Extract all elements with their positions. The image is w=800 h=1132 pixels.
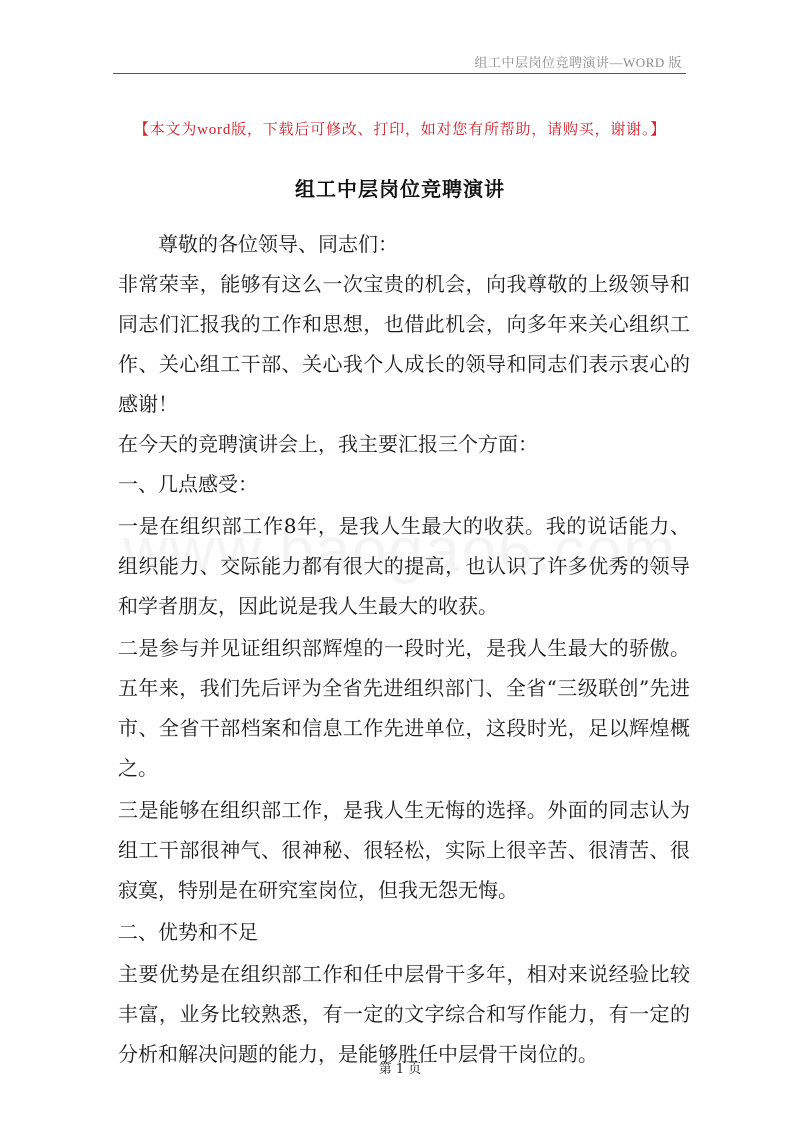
- header-divider: [113, 73, 686, 74]
- section-heading: 二、优势和不足: [118, 920, 258, 944]
- paragraph: 在今天的竞聘演讲会上，我主要汇报三个方面：: [118, 432, 538, 456]
- page-number: 第 1 页: [378, 1062, 422, 1077]
- paragraph: 非常荣幸，能够有这么一次宝贵的机会，向我尊敬的上级领导和同志们汇报我的工作和思想，也借此机会，向多年来关心组织工作、关心组工干部、关心我个人成长的领导和同志们表示衷心的感谢！: [118, 272, 690, 416]
- paragraph: 一是在组织部工作8年，是我人生最大的收获。我的说话能力、组织能力、交际能力都有很大的提高，也认识了许多优秀的领导和学者朋友，因此说是我人生最大的收获。: [118, 514, 690, 618]
- document-title: 组工中层岗位竞聘演讲: [295, 177, 505, 201]
- paragraph: 主要优势是在组织部工作和任中层骨干多年，相对来说经验比较丰富，业务比较熟悉，有一定的文字综合和写作能力，有一定的分析和解决问题的能力，是能够胜任中层骨干岗位的。: [118, 962, 690, 1066]
- salutation: 尊敬的各位领导、同志们：: [158, 232, 398, 256]
- paragraph: 二是参与并见证组织部辉煌的一段时光，是我人生最大的骄傲。五年来，我们先后评为全省先进组织部门、全省“三级联创”先进市、全省干部档案和信息工作先进单位，这段时光，足以辉煌概之。: [118, 636, 690, 780]
- download-notice: 【本文为word版，下载后可修改、打印，如对您有所帮助，请购买，谢谢。】: [133, 122, 667, 138]
- section-heading: 一、几点感受：: [118, 472, 258, 496]
- paragraph: 三是能够在组织部工作，是我人生无悔的选择。外面的同志认为组工干部很神气、很神秘、很轻松，实际上很辛苦、很清苦、很寂寞，特别是在研究室岗位，但我无怨无悔。: [118, 798, 690, 902]
- document-body: [118, 224, 690, 1074]
- running-header: 组工中层岗位竞聘演讲—WORD 版: [474, 55, 682, 70]
